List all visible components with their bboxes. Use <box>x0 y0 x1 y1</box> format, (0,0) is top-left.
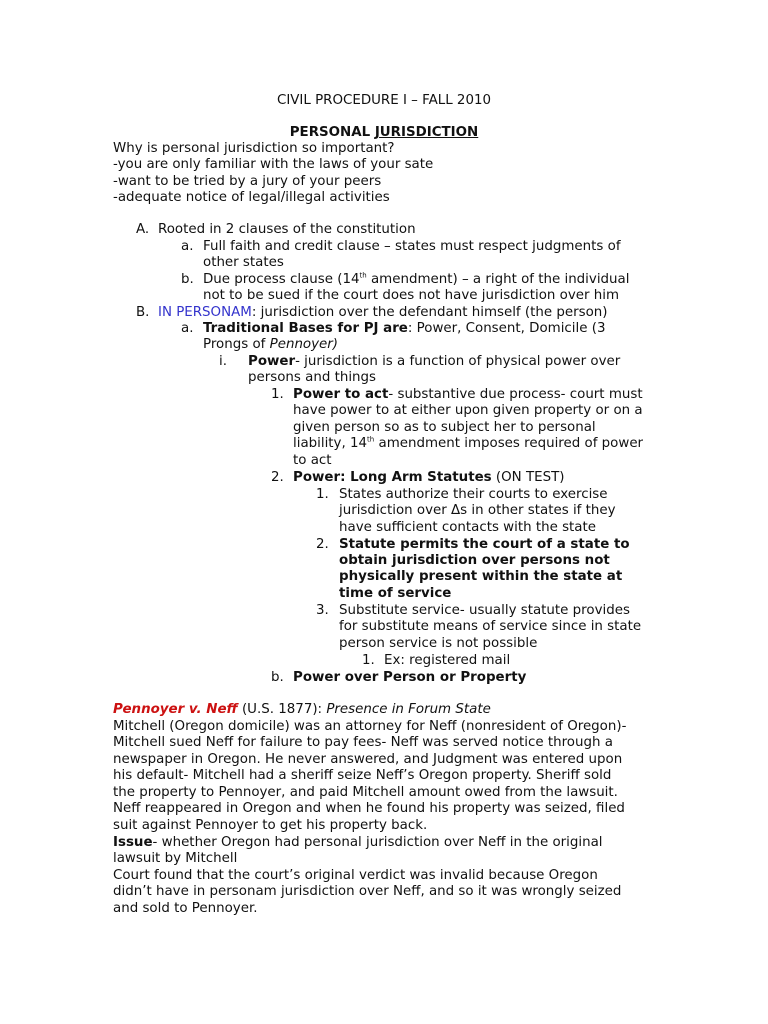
outline-text: States authorize their courts to exercise <box>339 487 608 502</box>
outline-text: Power over Person or Property <box>293 670 527 685</box>
case-citation: (U.S. 1877): <box>237 702 327 717</box>
bold-term: Power: Long Arm Statutes <box>293 470 492 485</box>
text-run: Due process clause (14 <box>203 272 360 287</box>
section-title-personal: PERSONAL <box>289 125 375 140</box>
intro-line: -want to be tried by a jury of your peers <box>113 174 382 189</box>
italic-term: Pennoyer) <box>269 337 339 352</box>
list-marker: 2. <box>316 537 329 552</box>
outline-text: Full faith and credit clause – states must respect judgments of <box>203 239 621 254</box>
list-marker: B. <box>136 305 150 320</box>
bold-term: Power <box>248 354 296 369</box>
superscript: th <box>367 435 375 444</box>
outline-text <box>293 387 643 403</box>
intro-line: -you are only familiar with the laws of your sate <box>113 157 434 172</box>
text-run: - whether Oregon had personal jurisdiction over Neff in the original <box>152 835 603 850</box>
list-marker: 1. <box>316 487 329 502</box>
outline-text: have sufficient contacts with the state <box>339 520 596 535</box>
outline-text: to act <box>293 453 332 468</box>
case-facts-line: Mitchell (Oregon domicile) was an attorney for Neff (nonresident of Oregon)- <box>113 719 627 734</box>
bold-term: Traditional Bases for PJ are <box>203 321 408 336</box>
outline-text: time of service <box>339 586 452 601</box>
outline-text: physically present within the state at <box>339 569 623 584</box>
text-run: - jurisdiction is a function of physical power over <box>295 354 621 369</box>
outline-text: jurisdiction over Δs in other states if they <box>339 503 616 518</box>
list-marker: 1. <box>362 653 375 668</box>
list-marker: a. <box>181 321 194 336</box>
outline-text <box>248 354 620 370</box>
case-facts-line: the property to Pennoyer, and paid Mitchell amount owed from the lawsuit. <box>113 785 618 800</box>
case-facts-line: newspaper in Oregon. He never answered, and Judgment was entered upon <box>113 752 623 767</box>
outline-text: persons and things <box>248 370 377 385</box>
intro-line: -adequate notice of legal/illegal activities <box>113 190 390 205</box>
case-issue <box>113 835 603 851</box>
issue-label: Issue <box>113 835 153 850</box>
list-marker: b. <box>271 670 284 685</box>
list-marker: b. <box>181 272 194 287</box>
section-title-jurisdiction: JURISDICTION <box>374 125 479 140</box>
case-facts-line: Mitchell sued Neff for failure to pay fees- Neff was served notice through a <box>113 735 613 750</box>
outline-b-text <box>158 305 607 321</box>
outline-text <box>293 436 643 452</box>
text-run: (ON TEST) <box>491 470 565 485</box>
text-run: Prongs of <box>203 337 270 352</box>
outline-text: Ex: registered mail <box>384 653 511 668</box>
case-holding-line: Court found that the court’s original verdict was invalid because Oregon <box>113 868 598 883</box>
outline-text: Substitute service- usually statute provides <box>339 603 630 618</box>
outline-a-text: Rooted in 2 clauses of the constitution <box>158 222 416 237</box>
outline-text <box>203 321 605 337</box>
case-holding-line: didn’t have in personam jurisdiction over Neff, and so it was wrongly seized <box>113 884 622 899</box>
outline-text: given person so as to subject her to personal <box>293 420 596 435</box>
case-facts-line: his default- Mitchell had a sheriff seize Neff’s Oregon property. Sheriff sold <box>113 768 612 783</box>
case-name: Pennoyer v. Neff <box>113 702 238 717</box>
outline-text: for substitute means of service since in state <box>339 619 642 634</box>
list-marker: 1. <box>271 387 284 402</box>
list-marker: i. <box>219 354 227 369</box>
in-personam-term: IN PERSONAM <box>158 305 252 320</box>
text-run: : Power, Consent, Domicile (3 <box>407 321 606 336</box>
case-facts-line: Neff reappeared in Oregon and when he found his property was seized, filed <box>113 801 625 816</box>
bold-term: Power to act <box>293 387 389 402</box>
outline-text: have power to at either upon given property or on a <box>293 403 643 418</box>
text-run: - substantive due process- court must <box>388 387 643 402</box>
case-holding-line: and sold to Pennoyer. <box>113 901 258 916</box>
outline-text: person service is not possible <box>339 636 538 651</box>
case-issue-line: lawsuit by Mitchell <box>113 851 238 866</box>
section-title <box>0 125 768 141</box>
superscript: th <box>359 271 367 280</box>
list-marker: 3. <box>316 603 329 618</box>
outline-text: Statute permits the court of a state to <box>339 537 630 552</box>
case-facts-line: suit against Pennoyer to get his property back. <box>113 818 428 833</box>
intro-line: Why is personal jurisdiction so important? <box>113 141 395 156</box>
outline-text: not to be sued if the court does not have jurisdiction over him <box>203 288 620 303</box>
list-marker: A. <box>136 222 150 237</box>
outline-text: obtain jurisdiction over persons not <box>339 553 610 568</box>
outline-text: other states <box>203 255 284 270</box>
course-title: CIVIL PROCEDURE I – FALL 2010 <box>276 93 492 108</box>
list-marker: a. <box>181 239 194 254</box>
text-run: liability, 14 <box>293 436 368 451</box>
text-run: : jurisdiction over the defendant himself (the person) <box>251 305 608 320</box>
outline-text <box>293 470 565 486</box>
case-heading <box>113 702 491 718</box>
text-run: amendment imposes required of power <box>374 436 644 451</box>
text-run: amendment) – a right of the individual <box>366 272 630 287</box>
case-topic: Presence in Forum State <box>326 702 491 717</box>
list-marker: 2. <box>271 470 284 485</box>
outline-text <box>203 337 338 353</box>
outline-text <box>203 272 629 288</box>
